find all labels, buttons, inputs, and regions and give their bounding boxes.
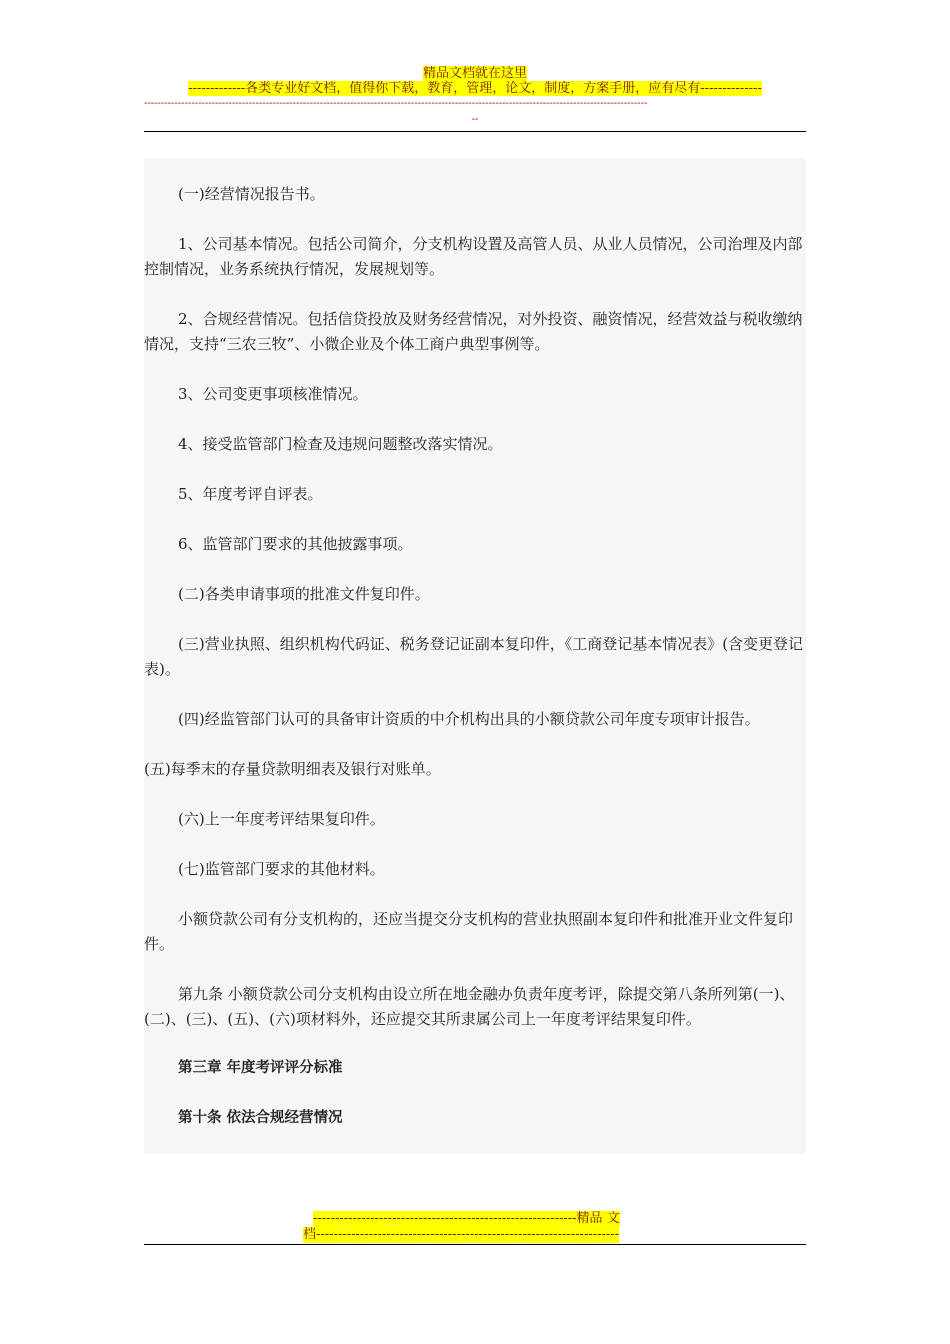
footer-rule (144, 1244, 806, 1245)
article-heading: 第十条 依法合规经营情况 (178, 1110, 343, 1126)
header-title: 精品文档就在这里 (422, 66, 527, 81)
paragraph: (二)各类申请事项的批准文件复印件。 (178, 585, 430, 603)
paragraph: 3、公司变更事项核准情况。 (178, 385, 368, 403)
paragraph: 4、接受监管部门检查及违规问题整改落实情况。 (178, 435, 503, 453)
paragraph: 1、公司基本情况。包括公司简介，分支机构设置及高管人员、从业人员情况，公司治理及内部控制情况，业务系统执行情况，发展规划等。 (144, 235, 803, 278)
header-rule (144, 131, 806, 132)
document-body (144, 158, 806, 1154)
chapter-heading: 第三章 年度考评评分标准 (178, 1060, 343, 1076)
paragraph: (七)监管部门要求的其他材料。 (178, 860, 385, 878)
paragraph: 小额贷款公司有分支机构的，还应当提交分支机构的营业执照副本复印件和批准开业文件复印件。 (144, 910, 794, 953)
header-dash-line: ----------------------------------------------------------------------------------------------------------------------------------------------------- (144, 98, 648, 109)
paragraph: (五)每季末的存量贷款明细表及银行对账单。 (144, 760, 441, 778)
paragraph: (一)经营情况报告书。 (178, 185, 325, 203)
footer-line-2: 档--------------------------------------------------------------------- (303, 1227, 620, 1242)
paragraph: (六)上一年度考评结果复印件。 (178, 810, 385, 828)
footer-line-1: ------------------------------------------------------------精品 文 (313, 1211, 620, 1226)
paragraph: 第九条 小额贷款公司分支机构由设立所在地金融办负责年度考评，除提交第八条所列第(一)、(二)、(三)、(五)、(六)项材料外，还应提交其所隶属公司上一年度考评结果复印件。 (144, 985, 795, 1028)
header-subtitle: -------------各类专业好文档，值得你下载，教育，管理，论文，制度，方案手册，应有尽有-------------- (188, 81, 762, 96)
paragraph: (三)营业执照、组织机构代码证、税务登记证副本复印件，《工商登记基本情况表》(含变更登记表)。 (144, 635, 804, 678)
paragraph: 2、合规经营情况。包括信贷投放及财务经营情况，对外投资、融资情况，经营效益与税收缴纳情况，支持“三农三牧”、小微企业及个体工商户典型事例等。 (144, 310, 803, 353)
header-dash-tail: -- (471, 114, 479, 125)
paragraph: 5、年度考评自评表。 (178, 485, 323, 503)
paragraph: 6、监管部门要求的其他披露事项。 (178, 535, 413, 553)
paragraph: (四)经监管部门认可的具备审计资质的中介机构出具的小额贷款公司年度专项审计报告。 (178, 710, 760, 728)
